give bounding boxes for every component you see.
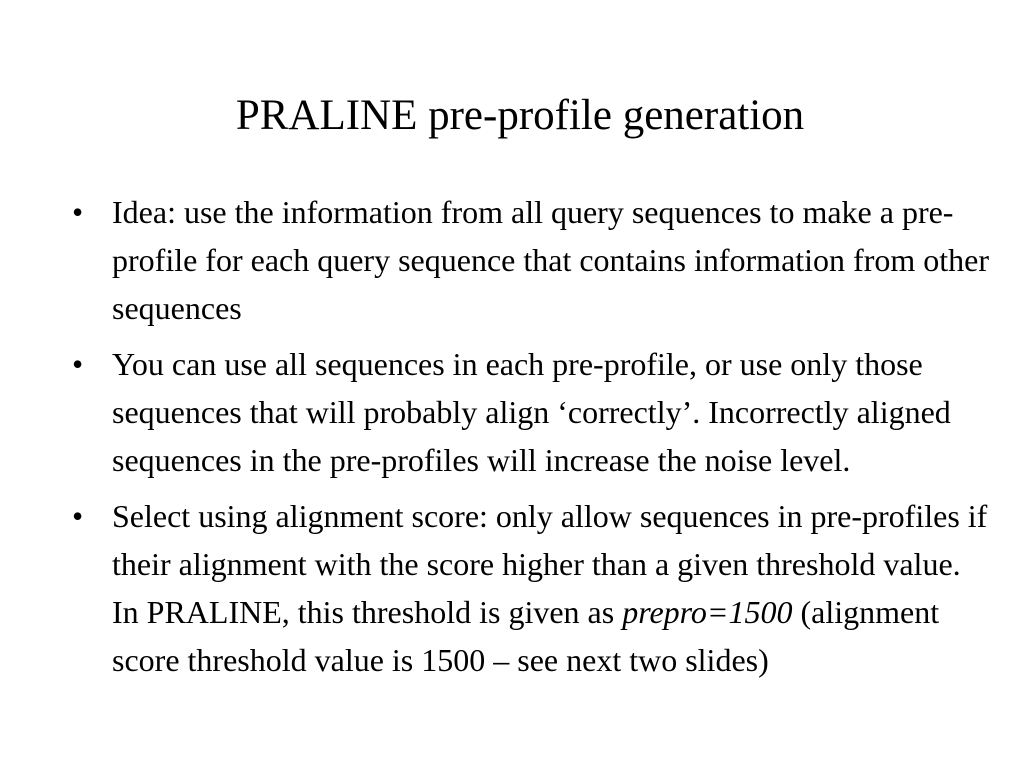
bullet-text-part: Select using alignment score: only allow sequences in pre-profiles if their alignment with the score higher than a given threshold value. In PRALINE, this threshold is given as [112,498,988,630]
bullet-item-sequences [72,340,992,484]
bullet-item-idea [72,188,992,332]
bullet-text: You can use all sequences in each pre-profile, or use only those sequences that will probably align ‘correctly’. Incorrectly aligned sequences in the pre-profiles will increase the noise level. [112,346,951,478]
slide-title: PRALINE pre-profile generation [235,92,805,139]
prepro-parameter: prepro=1500 [622,594,793,630]
bullet-dot-icon: • [72,346,84,382]
bullet-text-part: (alignment score threshold value is 1500 – see next two slides) [112,594,940,678]
bullet-item-alignment-score [72,492,992,684]
bullet-list [72,188,992,692]
bullet-dot-icon: • [72,194,84,230]
bullet-text [112,492,992,684]
bullet-text: Idea: use the information from all query sequences to make a pre-profile for each query sequence that contains information from other sequences [112,194,989,326]
bullet-dot-icon: • [72,498,84,534]
